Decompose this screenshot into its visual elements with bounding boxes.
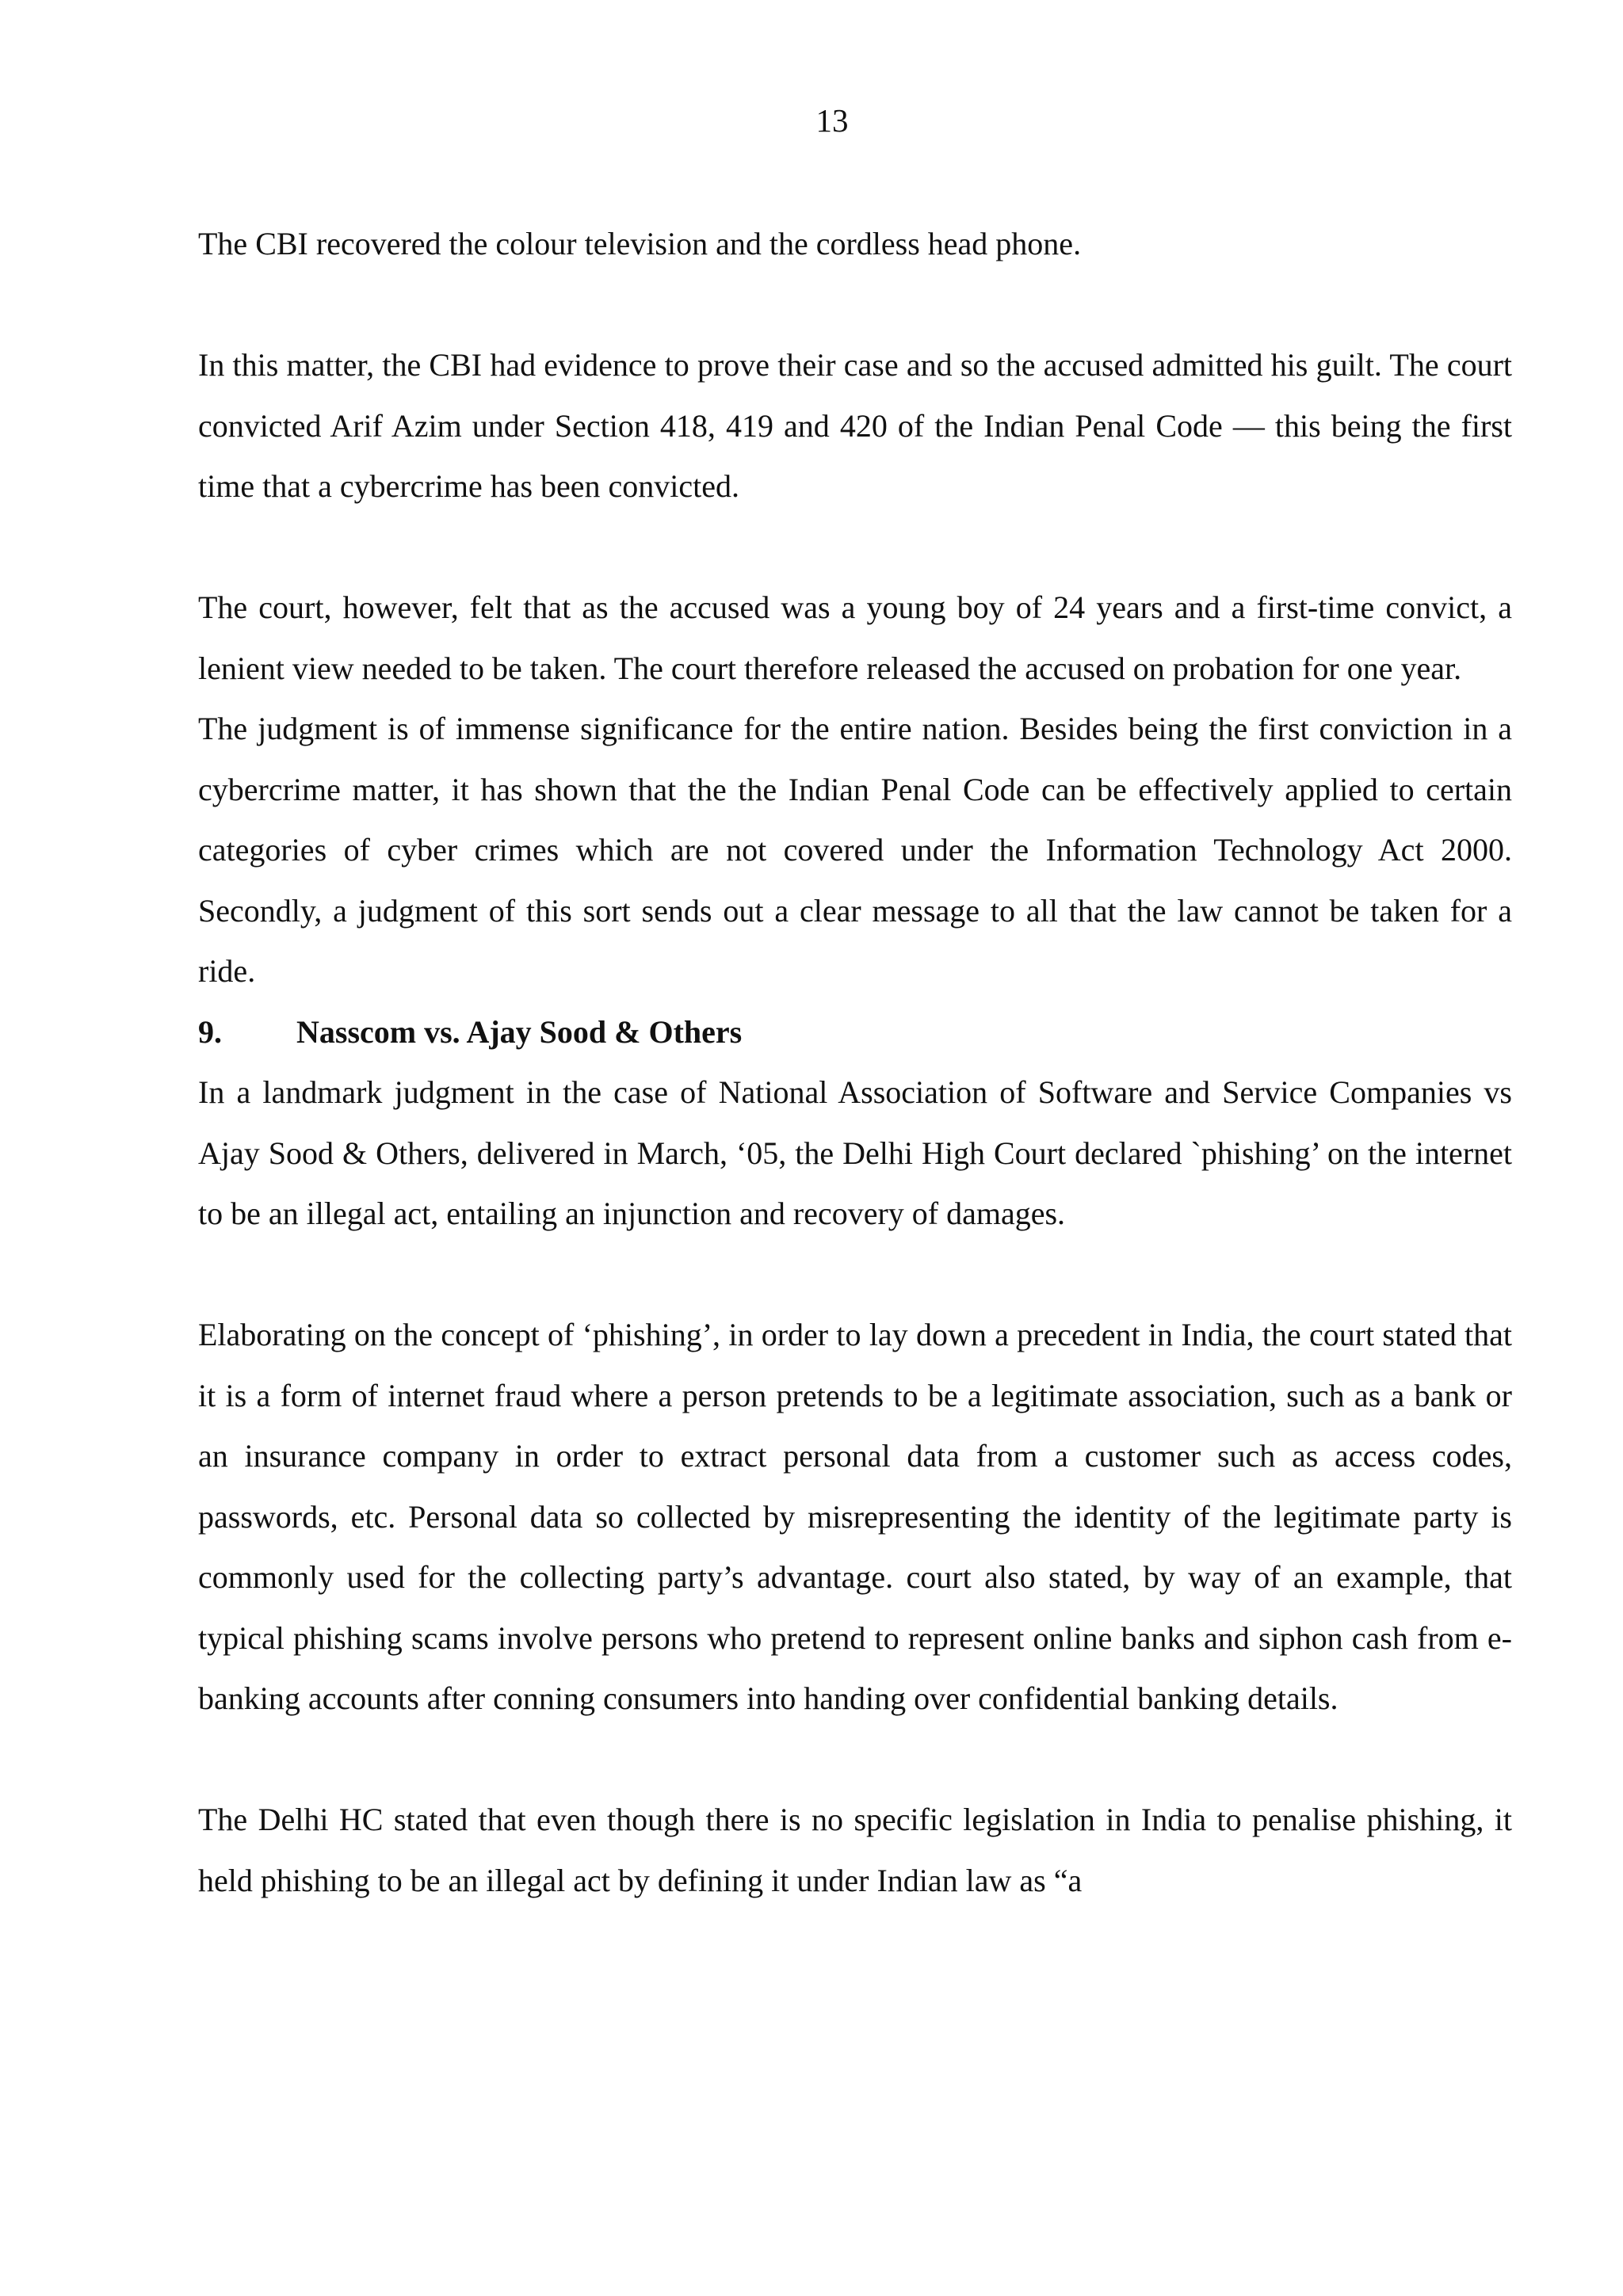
paragraph-cbi-recovered: The CBI recovered the colour television and the cordless head phone. xyxy=(198,226,1082,261)
page-number: 13 xyxy=(815,102,849,139)
paragraph-judgment-significance: The judgment is of immense significance for the entire nation. Besides being the first conviction in a cybercrime matter, it has shown that the the Indian Penal Code can be effectively applied to certain categories of cyber crimes which are not covered under the Information Technology Act 2000. Secondly, a judgment of this sort sends out a clear message to all that the law cannot be taken for a ride. xyxy=(198,711,1512,989)
section-heading-nasscom xyxy=(198,1002,1512,1063)
paragraph-evidence-conviction: In this matter, the CBI had evidence to prove their case and so the accused admitted his guilt. The court convicted Arif Azim under Section 418, 419 and 420 of the Indian Penal Code — this being the first time that a cybercrime has been convicted. xyxy=(198,347,1512,504)
page-content xyxy=(198,214,1512,1911)
paragraph-phishing-concept: Elaborating on the concept of ‘phishing’, in order to lay down a precedent in India, the court stated that it is a form of internet fraud where a person pretends to be a legitimate association, such as a bank or an insurance company in order to extract personal data from a customer such as access codes, passwords, etc. Personal data so collected by misrepresenting the identity of the legitimate party is commonly used for the collecting party’s advantage. court also stated, by way of an example, that typical phishing scams involve persons who pretend to represent online banks and siphon cash from e-banking accounts after conning consumers into handing over confidential banking details. xyxy=(198,1317,1512,1716)
paragraph-landmark-judgment: In a landmark judgment in the case of National Association of Software and Service Companies vs Ajay Sood & Others, delivered in March, ‘05, the Delhi High Court declared `phishing’ on the internet to be an illegal act, entailing an injunction and recovery of damages. xyxy=(198,1074,1512,1231)
section-title: Nasscom vs. Ajay Sood & Others xyxy=(296,1013,743,1050)
section-number: 9. xyxy=(198,1013,222,1050)
paragraph-delhi-hc: The Delhi HC stated that even though there is no specific legislation in India to penalise phishing, it held phishing to be an illegal act by defining it under Indian law as “a xyxy=(198,1802,1512,1898)
paragraph-lenient-view: The court, however, felt that as the accused was a young boy of 24 years and a first-time convict, a lenient view needed to be taken. The court therefore released the accused on probation for one year. xyxy=(198,589,1512,686)
